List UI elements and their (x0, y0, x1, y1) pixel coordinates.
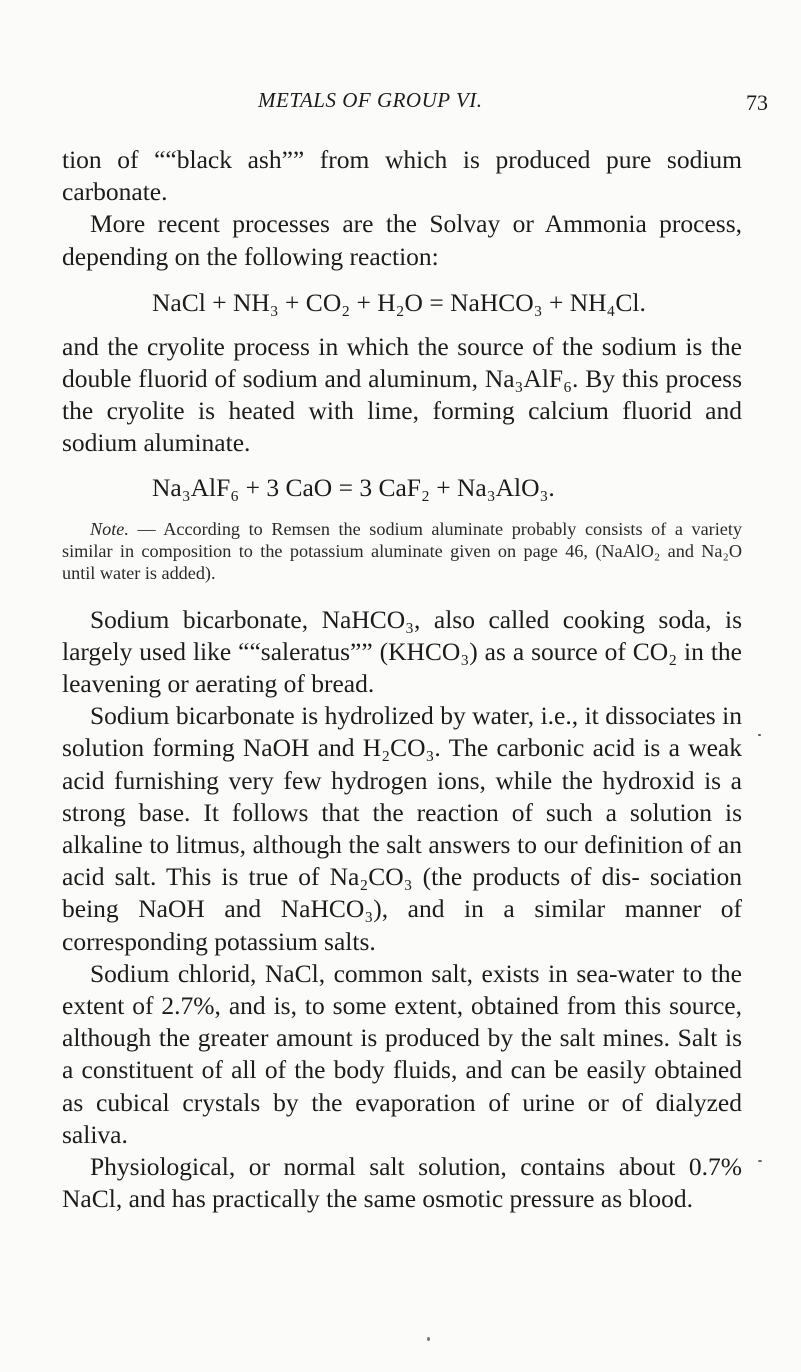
page-number: 73 (746, 90, 768, 115)
note-label: Note. (90, 518, 129, 539)
paragraph-salt-solution: Physiological, or normal salt solution, contains about 0.7% NaCl, and has practically the same osmotic pressure as blood. (62, 1152, 742, 1214)
note-text: — According to Remsen the sodium aluminate probably consists of a variety similar in composition to the potassium aluminate given on page 46, (NaAlO₂ and Na₂O until water is added). (62, 518, 742, 583)
paragraph-black-ash: tion of ““black ash”” from which is produced pure sodium carbonate. (62, 145, 742, 207)
paragraph-cryolite-process: and the cryolite process in which the source of the sodium is the double fluorid of sodium and aluminum, Na₃AlF₆. By this process the cryolite is heated with lime, forming calcium fluorid and sodium aluminate. (62, 331, 742, 458)
equation-solvay: NaCl + NH₃ + CO₂ + H₂O = NaHCO₃ + NH₄Cl. (152, 287, 646, 317)
page-body (62, 144, 742, 1215)
paragraph-hydrolysis: Sodium bicarbonate is hydrolized by water, i.e., it dissociates in solution forming NaOH and H₂CO₃. The carbonic acid is a weak acid furnishing very few hydrogen ions, while the hydroxid is a strong base. It follows that the reaction of such a solution is alkaline to litmus, although the salt answers to our definition of an acid salt. This is true of Na₂CO₃ (the products of dis- sociation being NaOH and NaHCO₃), and in a similar manner of corresponding potassium salts. (62, 701, 742, 956)
scan-speck (758, 1160, 762, 1162)
paragraph-sodium-bicarbonate: Sodium bicarbonate, NaHCO₃, also called cooking soda, is largely used like ““saleratus”” (KHCO₃) as a source of CO₂ in the leavening or aerating of bread. (62, 604, 742, 699)
page-header (0, 88, 801, 118)
running-head: METALS OF GROUP VI. (258, 88, 483, 112)
paragraph-sodium-chlorid: Sodium chlorid, NaCl, common salt, exists in sea-water to the extent of 2.7%, and is, to some extent, obtained from this source, although the greater amount is produced by the salt mines. Salt is a constituent of all of the body fluids, and can be easily obtained as cubical crystals by the evaporation of urine or of dialyzed saliva. (62, 958, 742, 1149)
paragraph-solvay-process: More recent processes are the Solvay or Ammonia process, depending on the following reaction: (62, 209, 742, 271)
equation-cryolite: Na₃AlF₆ + 3 CaO = 3 CaF₂ + Na₃AlO₃. (152, 472, 555, 502)
note-paragraph (62, 518, 742, 584)
scan-speck (758, 734, 761, 736)
scan-speck (427, 1337, 430, 1341)
